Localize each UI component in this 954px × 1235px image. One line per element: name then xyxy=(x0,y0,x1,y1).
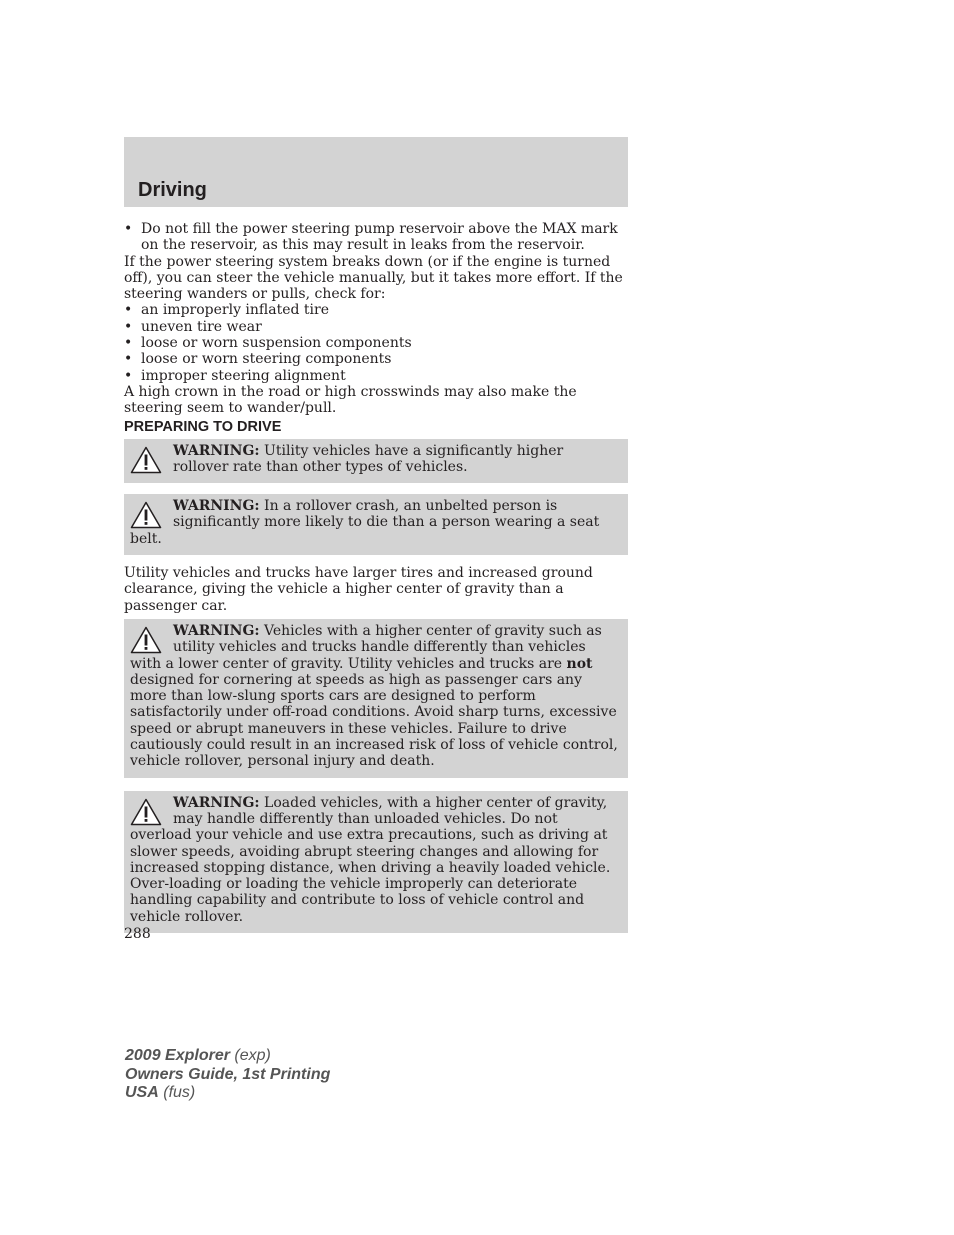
footer-code: (exp) xyxy=(234,1047,271,1064)
warning-text: In a rollover crash, an unbelted person is significantly more likely to die than a person wearing a seat belt. xyxy=(130,498,600,547)
list-item-text: an improperly inflated tire xyxy=(141,302,330,319)
footer-line xyxy=(125,1084,330,1103)
bullet-glyph: • xyxy=(124,351,133,368)
list-item-text: loose or worn steering components xyxy=(141,351,392,368)
footer-market-code: (fus) xyxy=(163,1084,196,1101)
warning-triangle-icon xyxy=(130,501,162,529)
footer-line xyxy=(125,1047,330,1066)
list-item xyxy=(124,351,628,367)
list-item-text: improper steering alignment xyxy=(141,367,346,384)
paragraph: If the power steering system breaks down (or if the engine is turned off), you can steer the vehicle manually, but it takes more effort. If the steering wanders or pulls, check for: xyxy=(124,253,623,303)
warning-triangle-icon xyxy=(130,626,162,654)
list-item-text: uneven tire wear xyxy=(141,318,262,335)
warning-text: Utility vehicles have a significantly higher rollover rate than other types of vehicles. xyxy=(173,442,564,475)
list-item xyxy=(124,335,628,351)
bullet-glyph: • xyxy=(124,318,133,335)
bullet-glyph: • xyxy=(124,335,133,352)
bullet-glyph: • xyxy=(124,367,133,384)
warning-text: Loaded vehicles, with a higher center of gravity, may handle differently than unloaded vehicles. Do not overload your vehicle and use extra precautions, such as driving at slower speeds, avoiding abrupt steering changes and allowing for increased stopping distance, when driving a heavily loaded vehicle. Over-loading or loading the vehicle improperly can deteriorate handling capability and contribute to loss of vehicle control and vehicle rollover. xyxy=(130,794,611,925)
warning-triangle-icon xyxy=(130,446,162,474)
subsection-heading: PREPARING TO DRIVE xyxy=(124,418,282,435)
warning-box xyxy=(124,494,628,555)
warning-label: WARNING: xyxy=(173,442,260,459)
list-item xyxy=(124,319,628,335)
warning-box xyxy=(124,619,628,778)
bullet-glyph: • xyxy=(124,221,133,237)
warning-text: designed for cornering at speeds as high as passenger cars any more than low-slung sports cars are designed to perform satisfactorily under off-road conditions. Avoid sharp turns, excessive speed or abrupt maneuvers in these vehicles. Failure to drive cautiously could result in an increased risk of loss of vehicle control, vehicle rollover, personal injury and death. xyxy=(130,671,618,770)
warning-text: Vehicles with a higher center of gravity such as utility vehicles and trucks handle differently than vehicles with a lower center of gravity. Utility vehicles and trucks are xyxy=(130,622,602,672)
list-item xyxy=(124,368,628,384)
footer-edition: Owners Guide, 1st Printing xyxy=(125,1065,331,1083)
footer-imprint xyxy=(125,1047,330,1103)
warning-box xyxy=(124,439,628,484)
paragraph: A high crown in the road or high crosswinds may also make the steering seem to wander/pull. xyxy=(124,383,577,417)
warning-label: WARNING: xyxy=(173,794,260,811)
list-item xyxy=(124,302,628,318)
paragraph: Utility vehicles and trucks have larger tires and increased ground clearance, giving the vehicle a higher center of gravity than a passenger car. xyxy=(124,565,593,614)
list-item xyxy=(124,221,628,254)
list-item-text: loose or worn suspension components xyxy=(141,335,412,352)
bullet-glyph: • xyxy=(124,302,133,319)
warning-label: WARNING: xyxy=(173,498,260,515)
warning-box xyxy=(124,791,628,933)
footer-model: 2009 Explorer xyxy=(125,1047,230,1064)
section-title: Driving xyxy=(138,179,207,201)
list-item-text: Do not fill the power steering pump reservoir above the MAX mark on the reservoir, as this may result in leaks from the reservoir. xyxy=(141,221,618,254)
warning-triangle-icon xyxy=(130,798,162,826)
page-content xyxy=(124,221,628,933)
footer-line xyxy=(125,1066,330,1085)
warning-label: WARNING: xyxy=(173,622,260,639)
footer-market: USA xyxy=(125,1084,159,1101)
warning-emphasis: not xyxy=(566,655,593,672)
page-number: 288 xyxy=(124,926,151,942)
